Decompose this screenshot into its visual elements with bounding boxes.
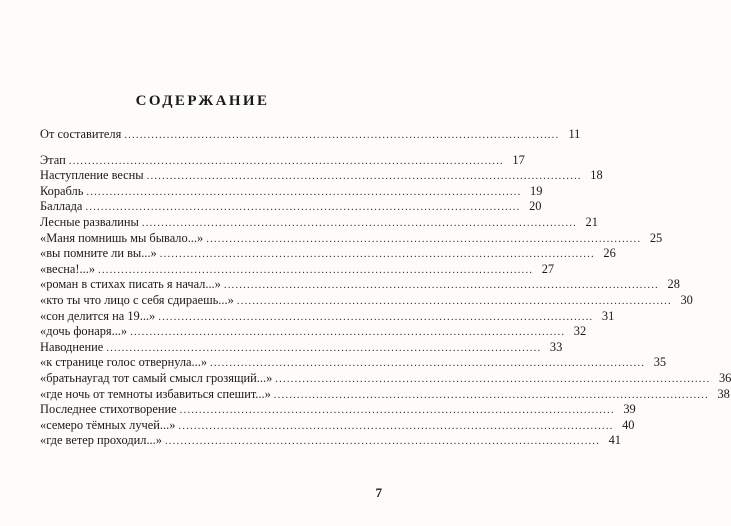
toc-entry-title: «дочь фонаря...» xyxy=(40,324,128,339)
toc-entry xyxy=(40,292,693,309)
toc-entry xyxy=(40,339,563,356)
toc-entry xyxy=(40,355,667,371)
toc-entry xyxy=(40,402,636,418)
toc-entry-page: 25 xyxy=(649,230,663,245)
toc-entry-title: От составителя xyxy=(40,127,122,141)
toc-entry xyxy=(40,261,555,278)
toc-entry-title: «к странице голос отвернула...» xyxy=(40,355,208,370)
toc-entry xyxy=(40,168,603,184)
dot-leader: ................................................................................................................. xyxy=(159,248,595,261)
toc-entry-page: 17 xyxy=(512,152,525,167)
toc-entry-title: Корабль xyxy=(40,183,84,198)
toc-entry-page: 35 xyxy=(653,355,667,370)
toc-entry-page: 11 xyxy=(568,127,581,141)
toc-entry-page: 18 xyxy=(590,168,603,183)
toc-entry-title: Этап xyxy=(40,152,66,167)
toc-entry xyxy=(40,370,731,387)
dot-leader: ................................................................................................................. xyxy=(158,310,594,323)
toc-entry xyxy=(40,417,635,434)
toc-entry-page: 36 xyxy=(718,370,731,385)
toc-entry xyxy=(40,199,542,215)
toc-entry xyxy=(40,324,587,340)
toc-entry-title: «весна!...» xyxy=(40,261,96,276)
dot-leader: ................................................................................................................. xyxy=(86,185,522,198)
toc-entry-page: 28 xyxy=(667,277,680,292)
toc-entry-title: Последнее стихотворение xyxy=(40,402,177,417)
toc-entry xyxy=(40,152,525,169)
toc-entry-page: 31 xyxy=(601,308,615,323)
toc-entry xyxy=(40,127,581,143)
toc-entry-title: «вы помните ли вы...» xyxy=(40,246,157,261)
toc-entry-page: 33 xyxy=(549,339,563,354)
toc-entry-title: Наступление весны xyxy=(40,168,144,183)
table-of-contents xyxy=(40,127,731,449)
toc-entry-title: «Маня помнишь мы бывало...» xyxy=(40,230,204,245)
toc-entry-page: 21 xyxy=(585,214,598,229)
toc-entry-page: 20 xyxy=(529,199,542,214)
dot-leader: ................................................................................................................. xyxy=(68,154,504,167)
toc-entry-page: 19 xyxy=(530,183,543,198)
toc-entry xyxy=(40,277,680,293)
toc-entry-page: 26 xyxy=(603,246,616,261)
dot-leader: ................................................................................................................. xyxy=(106,341,542,354)
dot-leader: ................................................................................................................. xyxy=(130,326,566,339)
toc-entry xyxy=(40,214,598,231)
toc-entry xyxy=(40,386,730,403)
dot-leader: ................................................................................................................. xyxy=(210,357,646,370)
toc-entry-page: 38 xyxy=(717,386,730,401)
dot-leader: ................................................................................................................. xyxy=(236,294,672,307)
dot-leader: ................................................................................................................. xyxy=(98,263,534,276)
toc-entry-title: «кто ты что лицо с себя сдираешь...» xyxy=(40,292,234,307)
contents-heading: СОДЕРЖАНИЕ xyxy=(135,93,270,109)
toc-entry-title: Наводнение xyxy=(40,339,104,354)
toc-entry-title: «где ночь от темноты избавиться спешит...» xyxy=(40,386,271,401)
toc-entry xyxy=(40,246,616,262)
toc-entry-title: Лесные развалины xyxy=(40,214,139,229)
toc-entry xyxy=(40,230,663,247)
dot-leader: ................................................................................................................. xyxy=(124,129,560,141)
toc-entry-title: «семеро тёмных лучей...» xyxy=(40,417,176,432)
dot-leader: ................................................................................................................. xyxy=(223,279,659,292)
toc-entry-title: «роман в стихах писать я начал...» xyxy=(40,277,221,292)
dot-leader: ................................................................................................................. xyxy=(275,372,711,385)
toc-entry xyxy=(40,183,543,200)
toc-entry-title: «сон делится на 19...» xyxy=(40,308,156,323)
toc-entry xyxy=(40,308,615,325)
toc-entry-page: 39 xyxy=(623,402,636,417)
dot-leader: ................................................................................................................. xyxy=(206,232,642,245)
toc-entry xyxy=(40,433,621,449)
toc-entry-page: 27 xyxy=(541,261,555,276)
page-number: 7 xyxy=(375,485,382,500)
dot-leader: ................................................................................................................. xyxy=(179,404,615,417)
toc-entry-page: 40 xyxy=(622,417,635,432)
dot-leader: ................................................................................................................. xyxy=(141,216,577,229)
dot-leader: ................................................................................................................. xyxy=(146,170,582,183)
dot-leader: ................................................................................................................. xyxy=(178,419,614,432)
dot-leader: ................................................................................................................. xyxy=(85,201,521,214)
toc-entry-title: Баллада xyxy=(40,199,83,214)
toc-entry-page: 30 xyxy=(680,292,693,307)
dot-leader: ................................................................................................................. xyxy=(273,388,709,401)
toc-entry-page: 41 xyxy=(608,433,621,448)
dot-leader: ................................................................................................................. xyxy=(164,435,600,448)
toc-entry-title: «братьнаугад тот самый смысл грозящий...» xyxy=(40,370,273,385)
toc-entry-page: 32 xyxy=(573,324,587,339)
toc-entry-title: «где ветер проходил...» xyxy=(40,433,162,448)
